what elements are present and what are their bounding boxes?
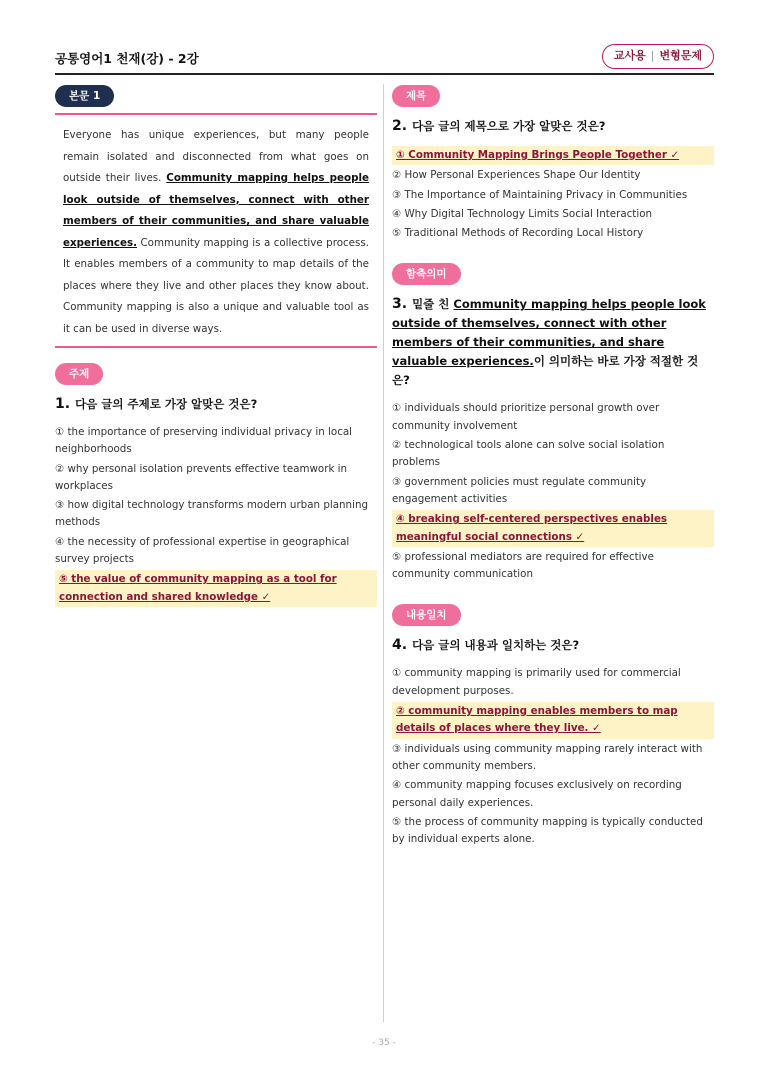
q2-question: 다음 글의 제목으로 가장 알맞은 것은? [412, 119, 606, 133]
badge-type-label: 변형문제 [659, 49, 702, 62]
passage-label: 본문 1 [55, 85, 114, 107]
q3-question-suffix: 이 의미하는 바로 가장 적절한 것은? [392, 354, 699, 388]
q4-option[interactable]: ④ community mapping focuses exclusively on recording personal daily experiences. [392, 779, 682, 809]
q1-option[interactable]: ② why personal isolation prevents effective teamwork in workplaces [55, 462, 348, 492]
q3-number: 3. [392, 296, 408, 313]
q2-number: 2. [392, 118, 408, 134]
passage-text-after: Community mapping is a collective process. It enables members of a community to map details of the places where they live and other places they know about. Community mapping is also a unique and valuable tool as it can be used in diverse ways. [63, 236, 369, 335]
left-column [55, 84, 377, 609]
passage-text-before: Everyone has unique experiences, but many people remain isolated and disconnected from what goes on outside their lives. [63, 129, 369, 184]
q1-number: 1. [55, 396, 71, 412]
q2-option[interactable]: ⑤ Traditional Methods of Recording Local History [392, 227, 644, 240]
q2-option[interactable]: ② How Personal Experiences Shape Our Identity [392, 169, 641, 182]
passage-bottom-rule [55, 346, 377, 348]
q1-title [55, 395, 377, 414]
q3-question-prefix: 밑줄 친 [412, 297, 454, 312]
q4-options [392, 665, 714, 848]
page-number: - 35 - [372, 1038, 396, 1048]
passage-text [55, 115, 377, 346]
page-header [55, 44, 714, 75]
badge-separator: | [650, 49, 655, 62]
passage-highlight: Community mapping helps people look outside of themselves, connect with other members of their communities, and share valuable experiences. [63, 172, 369, 249]
q2-title [392, 117, 714, 136]
q1-label: 주제 [55, 363, 103, 385]
right-column [392, 84, 714, 850]
q1-option[interactable]: ③ how digital technology transforms modern urban planning methods [55, 499, 369, 529]
teacher-badge [602, 44, 714, 69]
q2-option[interactable]: ④ Why Digital Technology Limits Social Interaction [392, 207, 653, 220]
q4-option[interactable]: ⑤ the process of community mapping is typically conducted by individual experts alone. [392, 815, 703, 846]
q3-option[interactable]: ① individuals should prioritize personal growth over community involvement [392, 402, 660, 432]
q2-options [392, 146, 714, 242]
q4-option[interactable]: ③ individuals using community mapping rarely interact with other community members. [392, 742, 703, 772]
q4-question: 다음 글의 내용과 일치하는 것은? [412, 638, 580, 653]
q2-option[interactable]: ③ The Importance of Maintaining Privacy in Communities [392, 188, 688, 201]
q3-question-underlined: Community mapping helps people look outside of themselves, connect with other members of their communities, and share valuable experiences. [392, 297, 706, 369]
q3-option[interactable]: ⑤ professional mediators are required for effective community communication [392, 550, 654, 581]
q3-label: 함축의미 [392, 263, 461, 285]
column-divider [383, 84, 384, 1022]
q4-option-answer[interactable]: ② community mapping enables members to map details of places where they live. ✓ [392, 702, 714, 739]
q4-option[interactable]: ① community mapping is primarily used for commercial development purposes. [392, 667, 681, 697]
q4-title [392, 636, 714, 655]
badge-teacher-label: 교사용 [613, 49, 646, 62]
q1-option[interactable]: ④ the necessity of professional expertise in geographical survey projects [55, 535, 350, 566]
q1-option-answer[interactable]: ⑤ the value of community mapping as a tool for connection and shared knowledge ✓ [55, 570, 377, 607]
q3-option-answer[interactable]: ④ breaking self-centered perspectives enables meaningful social connections ✓ [392, 510, 714, 547]
q3-title [392, 295, 714, 390]
q2-label: 제목 [392, 85, 440, 107]
q4-number: 4. [392, 637, 408, 654]
q3-option[interactable]: ② technological tools alone can solve social isolation problems [392, 439, 665, 469]
q1-options [55, 424, 377, 607]
q1-option[interactable]: ① the importance of preserving individual privacy in local neighborhoods [55, 426, 353, 456]
document-title: 공통영어1 천재(강) - 2강 [55, 51, 199, 66]
q2-option-answer[interactable]: ① Community Mapping Brings People Together ✓ [392, 146, 714, 165]
q1-question: 다음 글의 주제로 가장 알맞은 것은? [75, 397, 258, 411]
q3-option[interactable]: ③ government policies must regulate community engagement activities [392, 475, 647, 505]
q4-label: 내용일치 [392, 604, 461, 626]
q3-options [392, 400, 714, 583]
